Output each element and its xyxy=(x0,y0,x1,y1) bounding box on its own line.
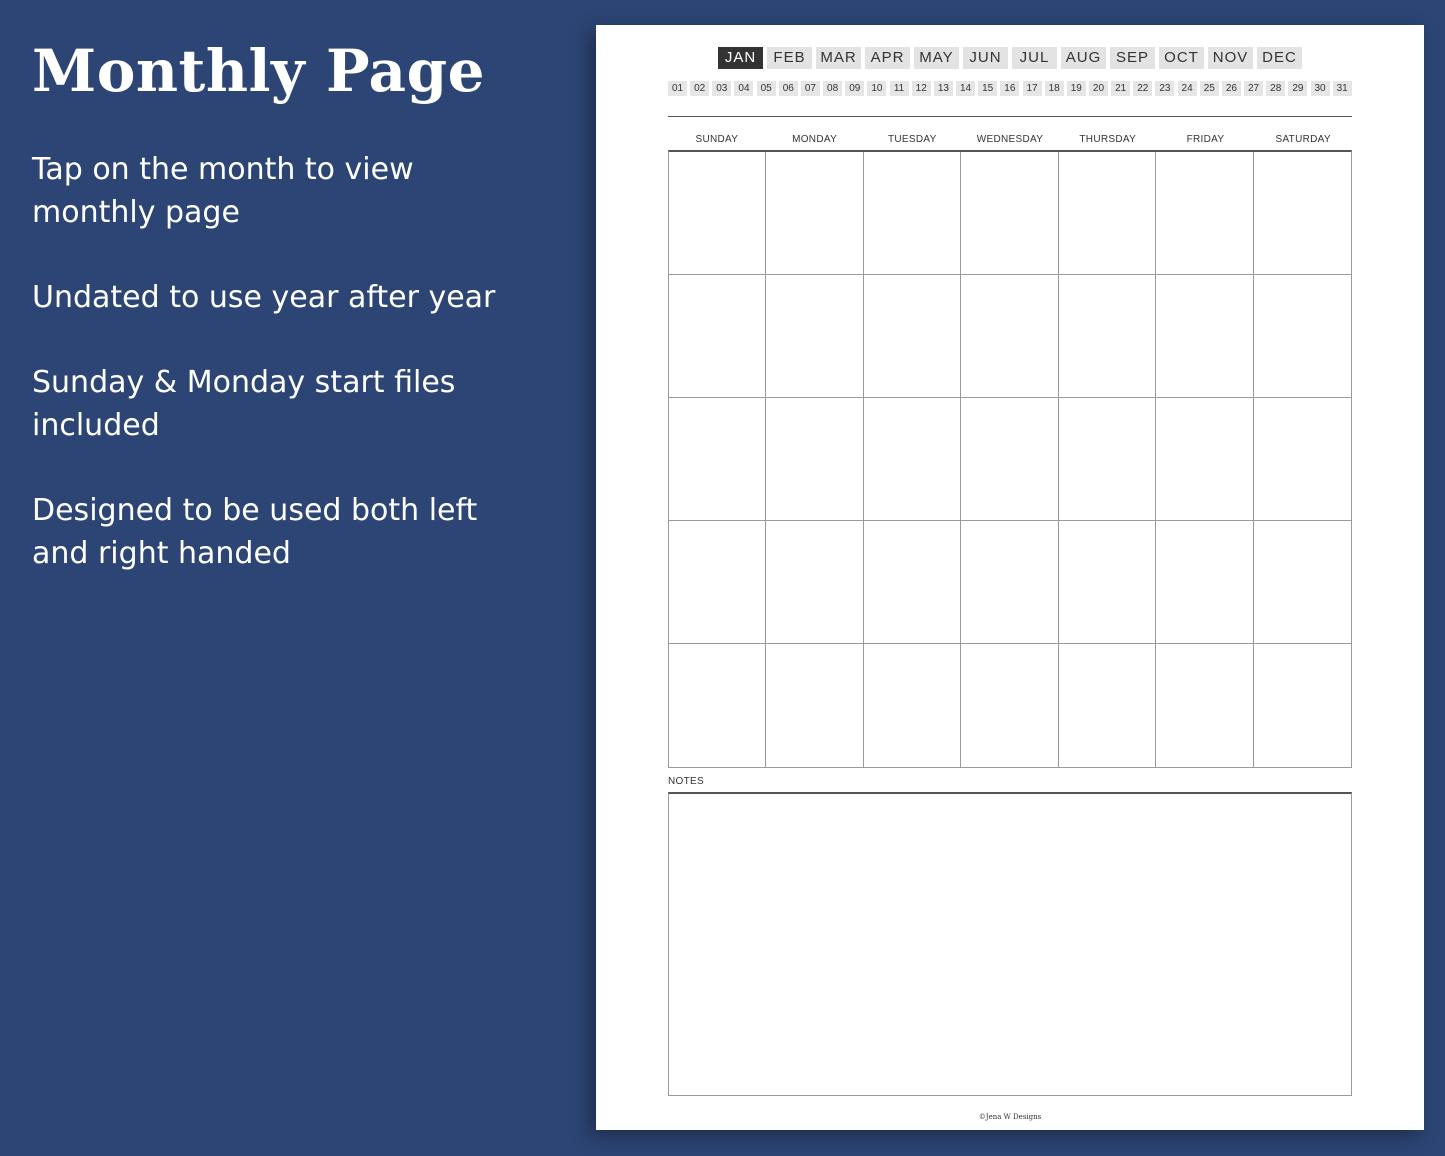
weekday-label-sunday: SUNDAY xyxy=(695,134,739,145)
day-tab-22[interactable]: 22 xyxy=(1133,81,1152,96)
day-tab-12[interactable]: 12 xyxy=(912,81,931,96)
month-tab-mar[interactable]: MAR xyxy=(816,47,861,69)
day-tab-04[interactable]: 04 xyxy=(734,81,753,96)
calendar-day-cell[interactable] xyxy=(1156,275,1253,398)
calendar-day-cell[interactable] xyxy=(864,152,961,275)
month-tab-aug[interactable]: AUG xyxy=(1061,47,1106,69)
calendar-day-cell[interactable] xyxy=(1254,521,1351,644)
day-tab-06[interactable]: 06 xyxy=(779,81,798,96)
day-tab-11[interactable]: 11 xyxy=(890,81,909,96)
weekday-label-wednesday: WEDNESDAY xyxy=(976,134,1044,145)
weekday-label-saturday: SATURDAY xyxy=(1275,134,1331,145)
day-tab-15[interactable]: 15 xyxy=(978,81,997,96)
day-tab-10[interactable]: 10 xyxy=(867,81,886,96)
day-tab-23[interactable]: 23 xyxy=(1155,81,1174,96)
day-tab-bar xyxy=(668,81,1352,96)
planner-page xyxy=(596,25,1424,1130)
calendar-day-cell[interactable] xyxy=(864,275,961,398)
day-tab-08[interactable]: 08 xyxy=(823,81,842,96)
calendar-day-cell[interactable] xyxy=(1059,644,1156,767)
calendar-day-cell[interactable] xyxy=(1059,398,1156,521)
calendar-day-cell[interactable] xyxy=(669,275,766,398)
day-tab-07[interactable]: 07 xyxy=(801,81,820,96)
feature-tap-month: Tap on the month to view monthly page xyxy=(32,152,414,230)
month-tab-may[interactable]: MAY xyxy=(914,47,959,69)
day-tab-18[interactable]: 18 xyxy=(1045,81,1064,96)
day-tab-16[interactable]: 16 xyxy=(1000,81,1019,96)
day-tab-02[interactable]: 02 xyxy=(690,81,709,96)
weekday-label-tuesday: TUESDAY xyxy=(888,134,937,145)
promo-title: Monthly Page xyxy=(32,37,486,105)
calendar-day-cell[interactable] xyxy=(1254,275,1351,398)
calendar-day-cell[interactable] xyxy=(961,644,1058,767)
day-tab-05[interactable]: 05 xyxy=(757,81,776,96)
calendar-day-cell[interactable] xyxy=(961,152,1058,275)
day-tab-25[interactable]: 25 xyxy=(1200,81,1219,96)
day-tab-13[interactable]: 13 xyxy=(934,81,953,96)
weekday-label-monday: MONDAY xyxy=(792,134,838,145)
calendar-day-cell[interactable] xyxy=(1156,398,1253,521)
month-tab-apr[interactable]: APR xyxy=(865,47,910,69)
calendar-day-cell[interactable] xyxy=(864,398,961,521)
day-tab-09[interactable]: 09 xyxy=(845,81,864,96)
calendar-day-cell[interactable] xyxy=(766,398,863,521)
calendar-day-cell[interactable] xyxy=(669,152,766,275)
feature-undated: Undated to use year after year xyxy=(32,280,496,315)
calendar-day-cell[interactable] xyxy=(961,275,1058,398)
calendar-day-cell[interactable] xyxy=(1156,152,1253,275)
weekday-header xyxy=(668,134,1352,145)
day-tab-28[interactable]: 28 xyxy=(1266,81,1285,96)
calendar-day-cell[interactable] xyxy=(1254,644,1351,767)
promo-panel xyxy=(32,36,577,575)
weekday-label-thursday: THURSDAY xyxy=(1079,134,1137,145)
day-tab-20[interactable]: 20 xyxy=(1089,81,1108,96)
calendar-day-cell[interactable] xyxy=(1254,152,1351,275)
day-tab-24[interactable]: 24 xyxy=(1178,81,1197,96)
calendar-day-cell[interactable] xyxy=(766,644,863,767)
calendar-day-cell[interactable] xyxy=(961,398,1058,521)
calendar-day-cell[interactable] xyxy=(864,521,961,644)
month-tab-jun[interactable]: JUN xyxy=(963,47,1008,69)
calendar-day-cell[interactable] xyxy=(766,521,863,644)
day-tab-19[interactable]: 19 xyxy=(1067,81,1086,96)
month-tab-jan[interactable]: JAN xyxy=(718,47,763,69)
day-tab-17[interactable]: 17 xyxy=(1023,81,1042,96)
day-tab-26[interactable]: 26 xyxy=(1222,81,1241,96)
day-tab-30[interactable]: 30 xyxy=(1311,81,1330,96)
month-tab-nov[interactable]: NOV xyxy=(1208,47,1253,69)
header-divider xyxy=(668,116,1352,117)
month-tab-feb[interactable]: FEB xyxy=(767,47,812,69)
calendar-day-cell[interactable] xyxy=(669,398,766,521)
calendar-day-cell[interactable] xyxy=(1254,398,1351,521)
calendar-day-cell[interactable] xyxy=(1156,644,1253,767)
calendar-day-cell[interactable] xyxy=(1059,521,1156,644)
day-tab-21[interactable]: 21 xyxy=(1111,81,1130,96)
weekday-label-friday: FRIDAY xyxy=(1186,134,1225,145)
calendar-day-cell[interactable] xyxy=(961,521,1058,644)
calendar-day-cell[interactable] xyxy=(864,644,961,767)
calendar-day-cell[interactable] xyxy=(1059,152,1156,275)
month-tab-sep[interactable]: SEP xyxy=(1110,47,1155,69)
calendar-day-cell[interactable] xyxy=(1156,521,1253,644)
calendar-grid xyxy=(668,150,1352,768)
day-tab-27[interactable]: 27 xyxy=(1244,81,1263,96)
day-tab-29[interactable]: 29 xyxy=(1288,81,1307,96)
feature-start-files: Sunday & Monday start files included xyxy=(32,365,456,443)
notes-area[interactable] xyxy=(668,792,1352,1096)
month-tab-jul[interactable]: JUL xyxy=(1012,47,1057,69)
calendar-day-cell[interactable] xyxy=(669,644,766,767)
day-tab-14[interactable]: 14 xyxy=(956,81,975,96)
day-tab-31[interactable]: 31 xyxy=(1333,81,1352,96)
calendar-day-cell[interactable] xyxy=(766,152,863,275)
calendar-day-cell[interactable] xyxy=(669,521,766,644)
month-tab-oct[interactable]: OCT xyxy=(1159,47,1204,69)
day-tab-01[interactable]: 01 xyxy=(668,81,687,96)
notes-label: NOTES xyxy=(668,776,704,787)
calendar-day-cell[interactable] xyxy=(766,275,863,398)
day-tab-03[interactable]: 03 xyxy=(712,81,731,96)
month-tab-dec[interactable]: DEC xyxy=(1257,47,1302,69)
month-tab-bar xyxy=(596,47,1424,69)
copyright-text: ©Jena W Designs xyxy=(978,1113,1042,1121)
feature-handedness: Designed to be used both left and right handed xyxy=(32,493,478,571)
calendar-day-cell[interactable] xyxy=(1059,275,1156,398)
